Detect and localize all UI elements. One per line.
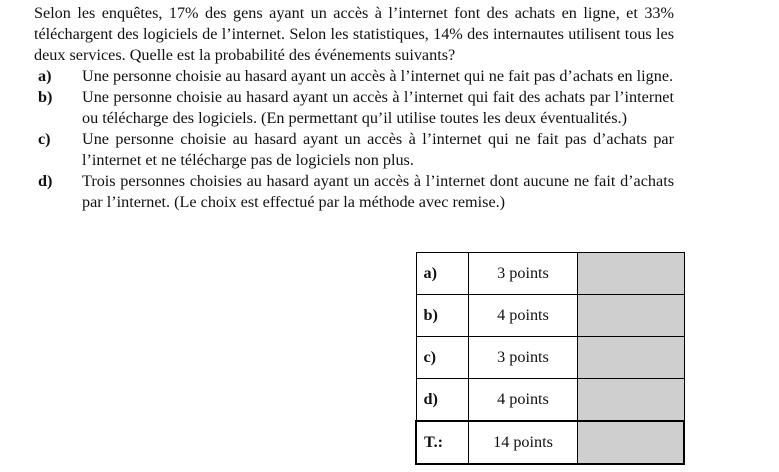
problem-statement: Selon les enquêtes, 17% des gens ayant un accès à l’internet font des achats en ligne, et 33% téléchargent des logiciels de l’internet. Selon les statistiques, 14% des internautes utilisent tous les deux services. Quelle est la probabilité des événements suivants?: [34, 4, 674, 64]
question-c: [34, 129, 674, 171]
question-text: Une personne choisie au hasard ayant un accès à l’internet qui ne fait pas d’achats en ligne.: [82, 67, 674, 85]
points-row-label: b): [416, 295, 469, 337]
question-b: [34, 87, 674, 129]
points-row-label: c): [416, 337, 469, 379]
points-row-d: [416, 379, 684, 422]
points-value: 4 points: [469, 295, 578, 337]
question-text: Une personne choisie au hasard ayant un accès à l’internet qui fait des achats par l’internet ou télécharge des logiciels. (En permettant qu’il utilise toutes les deux éventualités.): [82, 88, 674, 127]
question-letter: d): [38, 172, 53, 190]
score-box: [578, 253, 685, 295]
question-letter: c): [38, 130, 51, 148]
points-row-label: a): [416, 253, 469, 295]
question-text: Trois personnes choisies au hasard ayant un accès à l’internet dont aucune ne fait d’achats par l’internet. (Le choix est effectué par la méthode avec remise.): [82, 172, 674, 211]
points-table: [415, 252, 685, 465]
points-row-label: d): [416, 379, 469, 422]
question-letter: b): [38, 88, 53, 106]
points-value: 4 points: [469, 379, 578, 422]
question-text: Une personne choisie au hasard ayant un accès à l’internet qui ne fait pas d’achats par l’internet et ne télécharge pas de logiciels non plus.: [82, 130, 674, 169]
score-box: [578, 295, 685, 337]
total-points: 14 points: [469, 421, 578, 464]
points-row-c: [416, 337, 684, 379]
question-letter: a): [38, 67, 52, 85]
question-a: [34, 66, 674, 87]
exercise-text: [34, 3, 674, 213]
score-box: [578, 379, 685, 422]
score-box: [578, 337, 685, 379]
points-row-total: [416, 421, 684, 464]
points-value: 3 points: [469, 337, 578, 379]
score-box: [578, 421, 685, 464]
points-row-a: [416, 253, 684, 295]
points-row-b: [416, 295, 684, 337]
total-label: T.:: [416, 421, 469, 464]
points-value: 3 points: [469, 253, 578, 295]
question-d: [34, 171, 674, 213]
